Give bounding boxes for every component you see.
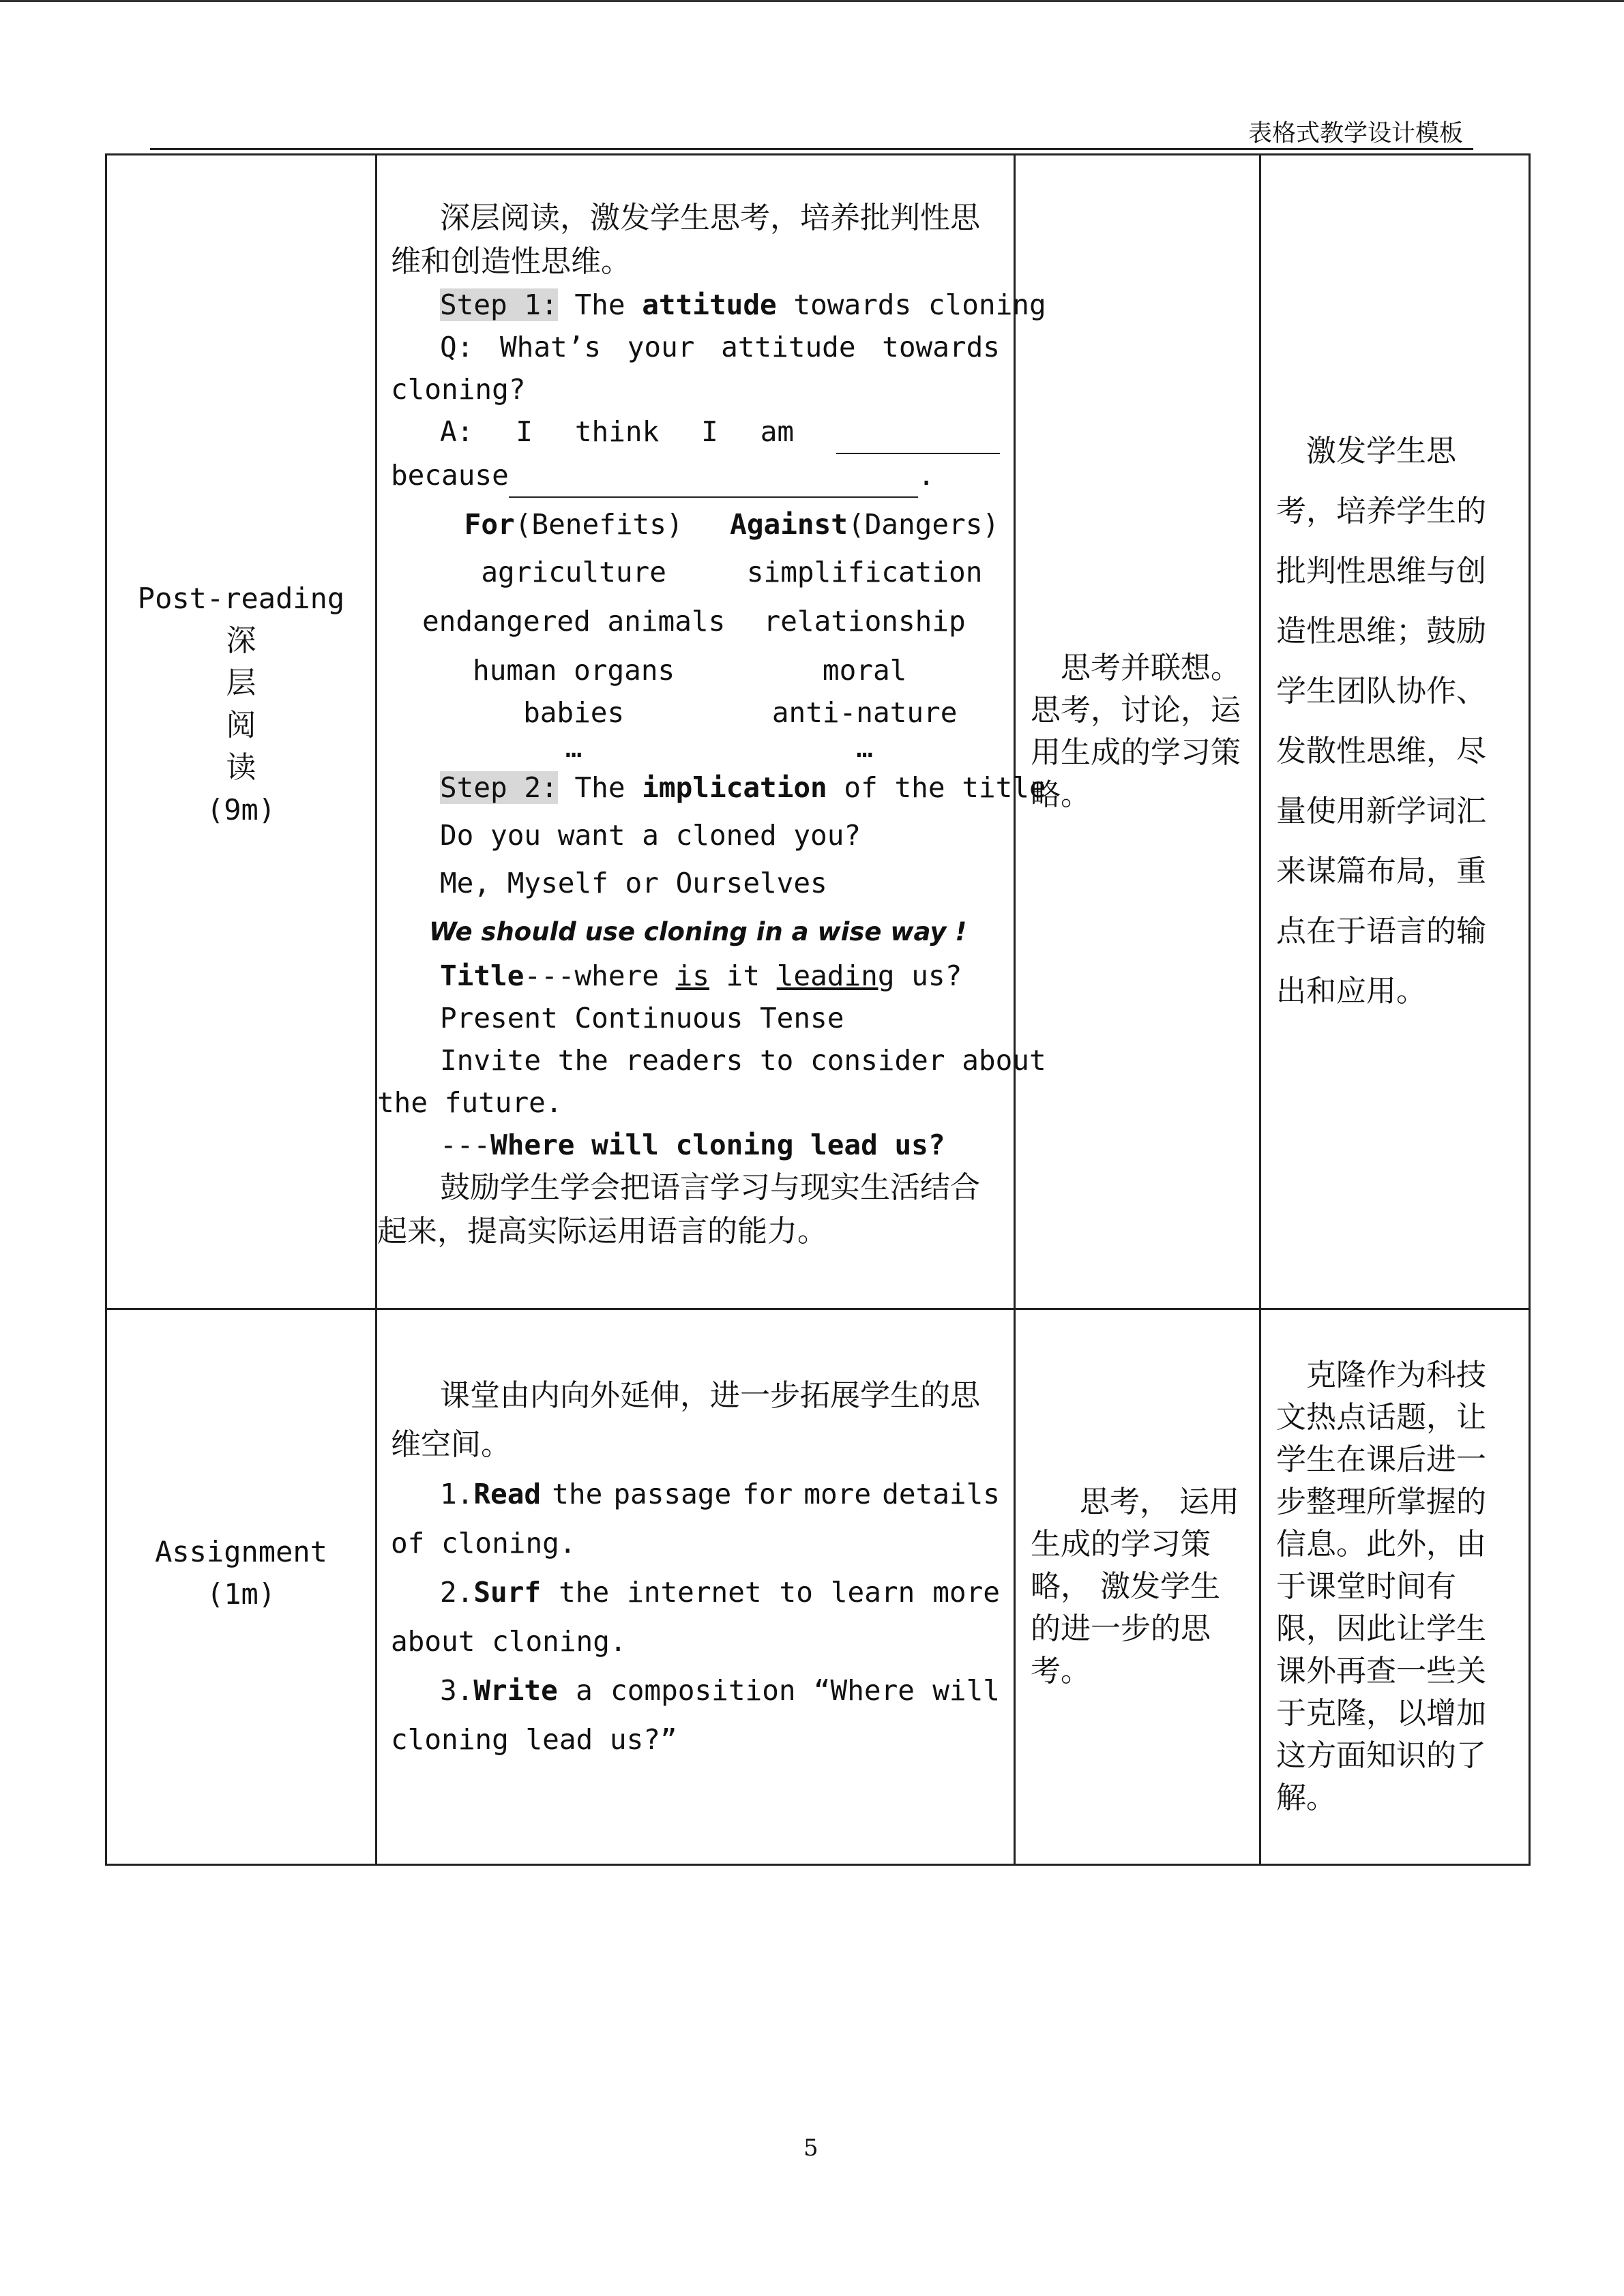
word: learn <box>830 1576 915 1609</box>
stage-label: Post-reading <box>137 582 345 615</box>
step2-line <box>391 766 1046 809</box>
list-item: babies <box>523 696 625 729</box>
invite-line-2: the future. <box>377 1086 563 1119</box>
page-number: 5 <box>803 2134 818 2162</box>
title-dash: ---where <box>524 959 676 992</box>
word: a <box>576 1674 593 1707</box>
list-item: agriculture <box>481 556 666 588</box>
stage-char: 阅 <box>226 708 256 743</box>
word: I <box>516 415 533 448</box>
word: the <box>552 1478 603 1510</box>
lesson-table <box>105 153 1531 1866</box>
task-key: Surf <box>473 1576 542 1609</box>
question-line <box>391 326 1000 368</box>
step2-key: implication <box>642 771 827 804</box>
against-head: Against <box>730 508 848 541</box>
content-cell <box>377 155 1046 1309</box>
for-sub: (Benefits) <box>514 508 683 541</box>
word: Q: <box>440 331 474 363</box>
word: internet <box>627 1576 762 1609</box>
purpose-cell <box>1260 155 1530 1309</box>
stage-char: 读 <box>226 750 256 785</box>
purpose-text: 激发学生思考，培养学生的批判性思维与创造性思维；鼓励学生团队协作、发散性思维，尽量使用新学词汇来谋篇布局，重点在于语言的输出和应用。 <box>1276 434 1486 1009</box>
step1-pre: The <box>557 288 643 321</box>
where-dash: --- <box>440 1129 491 1161</box>
task-key: Read <box>473 1478 542 1510</box>
table-row <box>106 155 1530 1309</box>
task-line-2: about cloning. <box>391 1625 627 1658</box>
stage-cell <box>106 155 377 1309</box>
word: What’s <box>499 331 602 363</box>
against-sub: (Dangers) <box>847 508 1000 541</box>
stage-label: Assignment <box>155 1535 327 1568</box>
step2-post: of the title <box>827 771 1046 804</box>
list-item: relationship <box>763 605 966 638</box>
closing-text: 鼓励学生学会把语言学习与现实生活结合起来，提高实际运用语言的能力。 <box>377 1170 980 1249</box>
because-blank <box>509 454 918 498</box>
word: will <box>932 1674 1000 1707</box>
intro-text: 课堂由内向外延伸，进一步拓展学生的思维空间。 <box>391 1378 980 1462</box>
student-activity-text: 思考并联想。思考，讨论，运用生成的学习策略。 <box>1031 651 1241 812</box>
word: more <box>932 1576 1000 1609</box>
task-line <box>391 1470 1000 1519</box>
word: towards <box>882 331 1000 363</box>
because-word: because <box>391 459 509 492</box>
stage-time: (9m) <box>206 793 276 826</box>
invite-line: Invite the readers to consider about <box>440 1044 1046 1077</box>
task-num: 2. <box>440 1576 474 1609</box>
purpose-cell <box>1260 1309 1530 1865</box>
step1-post: towards cloning <box>776 288 1046 321</box>
against-column <box>729 503 1000 764</box>
task-key: Write <box>473 1674 558 1707</box>
answer-blank <box>836 411 1000 454</box>
me-line: Me, Myself or Ourselves <box>440 867 827 899</box>
task-line-2: cloning lead us?” <box>391 1723 677 1756</box>
step2-pre: The <box>557 771 643 804</box>
word: for <box>742 1478 793 1510</box>
task-line <box>391 1666 1000 1715</box>
task-line-2: of cloning. <box>391 1527 576 1560</box>
content-cell <box>377 1309 1015 1865</box>
word: “Where <box>813 1674 915 1707</box>
intro-text: 深层阅读，激发学生思考，培养批判性思维和创造性思维。 <box>391 200 980 279</box>
top-border <box>0 0 1624 2</box>
list-item: … <box>565 731 582 764</box>
title-is: is <box>675 959 709 992</box>
step2-tag: Step 2: <box>440 771 558 804</box>
task-num: 3. <box>440 1674 474 1707</box>
word: think <box>574 415 660 448</box>
word: attitude <box>721 331 856 363</box>
list-item: moral <box>822 654 907 687</box>
student-activity-cell <box>1015 155 1260 1309</box>
for-against-columns <box>391 503 1000 764</box>
word: I <box>701 415 718 448</box>
stage-cell <box>106 1309 377 1865</box>
step1-line <box>391 284 1046 326</box>
word: your <box>627 331 695 363</box>
header-title: 表格式教学设计模板 <box>1248 120 1464 147</box>
task-line <box>391 1568 1000 1617</box>
word: am <box>760 415 795 448</box>
because-line: because . <box>391 454 1000 498</box>
answer-line <box>391 411 1000 454</box>
question2-line: Do you want a cloned you? <box>440 819 861 852</box>
list-item: anti-nature <box>771 696 958 729</box>
list-item: simplification <box>746 556 983 588</box>
header-rule <box>150 148 1473 150</box>
for-head: For <box>464 508 515 541</box>
step1-key: attitude <box>642 288 777 321</box>
table-row <box>106 1309 1530 1865</box>
title-leading: leading <box>776 959 895 992</box>
list-item: human organs <box>473 654 675 687</box>
word: more <box>803 1478 872 1510</box>
tense-line: Present Continuous Tense <box>440 1002 844 1034</box>
title-it: it <box>709 959 777 992</box>
stage-char: 深 <box>226 623 256 658</box>
title-us: us? <box>894 959 962 992</box>
title-line <box>391 955 1000 997</box>
word: the <box>559 1576 610 1609</box>
purpose-text: 克隆作为科技文热点话题，让学生在课后进一步整理所掌握的信息。此外，由于课堂时间有限，因此让学生课外再查一些关于克隆，以增加这方面知识的了解。 <box>1276 1358 1486 1815</box>
list-item: … <box>856 731 873 764</box>
question-line-2: cloning? <box>391 373 526 406</box>
stage-char: 层 <box>226 666 256 700</box>
student-activity-text: 思考， 运用生成的学习策略， 激发学生的进一步的思考。 <box>1031 1485 1239 1688</box>
word: composition <box>610 1674 796 1707</box>
stage-time: (1m) <box>206 1577 276 1611</box>
word: passage <box>613 1478 732 1510</box>
word: to <box>779 1576 813 1609</box>
list-item: endangered animals <box>422 605 726 638</box>
for-column <box>418 503 729 764</box>
word: A: <box>440 415 474 448</box>
motto-line: We should use cloning in a wise way ! <box>429 917 967 946</box>
student-activity-cell <box>1015 1309 1260 1865</box>
task-num: 1. <box>440 1478 474 1510</box>
where-question: Where will cloning lead us? <box>490 1129 945 1161</box>
word: details <box>882 1478 1000 1510</box>
step1-tag: Step 1: <box>440 288 558 321</box>
where-line <box>391 1124 1000 1166</box>
title-key: Title <box>440 959 525 992</box>
